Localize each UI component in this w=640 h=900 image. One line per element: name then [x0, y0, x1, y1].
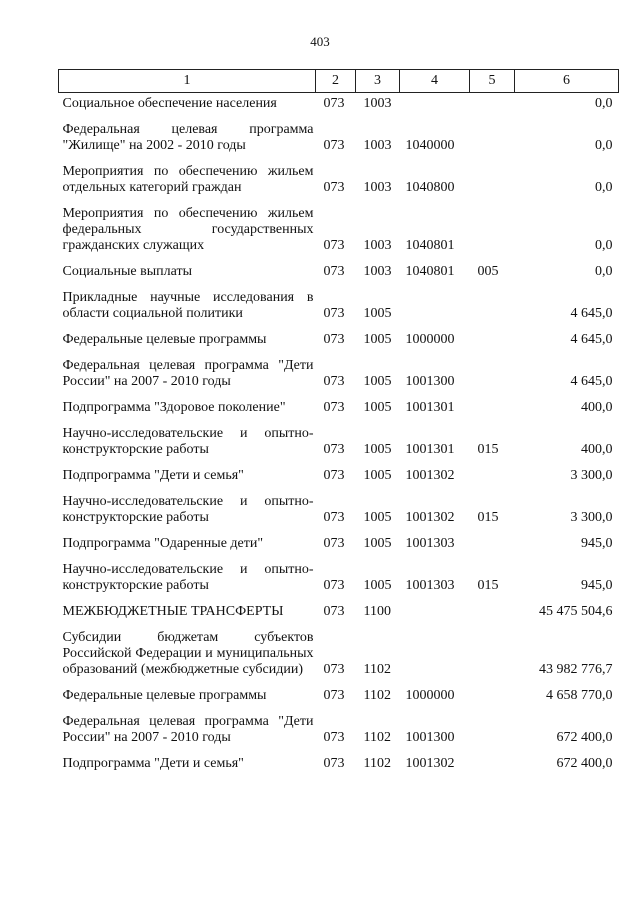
- expense-type-code: [470, 122, 515, 164]
- item-name: Социальные выплаты: [62, 264, 193, 279]
- header-row: [59, 70, 619, 93]
- item-name: Научно-исследовательские и опытно-конструкторские работы: [62, 494, 314, 525]
- target-article-code: 1000000: [405, 688, 455, 703]
- item-name: Федеральная целевая программа "Дети России" на 2007 - 2010 годы: [62, 358, 314, 389]
- column-header-5: 5: [470, 70, 515, 93]
- amount: 0,0: [595, 180, 613, 195]
- target-article-code: [400, 604, 470, 630]
- expense-type-code: [470, 164, 515, 206]
- table-row: [59, 562, 619, 604]
- table-row: [59, 358, 619, 400]
- target-article-code: 1001302: [405, 468, 455, 483]
- item-name: Федеральные целевые программы: [62, 688, 267, 703]
- table-row: [59, 206, 619, 264]
- target-article-code: 1001302: [405, 756, 455, 771]
- item-name: Субсидии бюджетам субъектов Российской Федерации и муниципальных образований (межбюджетные субсидии): [62, 630, 314, 677]
- ministry-code: 073: [323, 180, 345, 195]
- table-row: [59, 400, 619, 426]
- column-header-3: 3: [356, 70, 400, 93]
- section-code: 1003: [363, 264, 392, 279]
- section-code: 1005: [363, 442, 392, 457]
- section-code: 1003: [363, 138, 392, 153]
- section-code: 1102: [363, 756, 391, 771]
- target-article-code: [400, 290, 470, 332]
- amount: 4 645,0: [570, 374, 613, 389]
- amount: 0,0: [595, 264, 613, 279]
- table-row: [59, 714, 619, 756]
- table-row: [59, 332, 619, 358]
- expense-type-code: [470, 714, 515, 756]
- ministry-code: 073: [323, 688, 345, 703]
- amount: 945,0: [581, 578, 613, 593]
- item-name: Подпрограмма "Одаренные дети": [62, 536, 264, 551]
- amount: 4 645,0: [570, 332, 613, 347]
- table-row: [59, 468, 619, 494]
- table-row: [59, 290, 619, 332]
- expense-type-code: [470, 332, 515, 358]
- amount: 0,0: [595, 238, 613, 253]
- ministry-code: 073: [323, 442, 345, 457]
- expense-type-code: [470, 756, 515, 782]
- table-row: [59, 264, 619, 290]
- expense-type-code: [470, 358, 515, 400]
- table-row: [59, 756, 619, 782]
- amount: 400,0: [581, 400, 613, 415]
- ministry-code: 073: [323, 374, 345, 389]
- amount: 0,0: [595, 138, 613, 153]
- table-row: [59, 164, 619, 206]
- amount: 3 300,0: [570, 510, 613, 525]
- ministry-code: 073: [323, 238, 345, 253]
- expense-type-code: [470, 400, 515, 426]
- expense-type-code: 015: [477, 510, 499, 525]
- section-code: 1102: [363, 662, 391, 677]
- target-article-code: 1001300: [405, 730, 455, 745]
- target-article-code: 1040800: [405, 180, 455, 195]
- ministry-code: 073: [323, 306, 345, 321]
- ministry-code: 073: [323, 510, 345, 525]
- ministry-code: 073: [323, 662, 345, 677]
- table-row: [59, 688, 619, 714]
- ministry-code: 073: [323, 264, 345, 279]
- item-name: Мероприятия по обеспечению жильем федеральных государственных гражданских служащих: [62, 206, 314, 253]
- ministry-code: 073: [323, 138, 345, 153]
- target-article-code: 1001301: [405, 442, 455, 457]
- table-row: [59, 630, 619, 688]
- section-code: 1102: [363, 688, 391, 703]
- target-article-code: 1040801: [405, 264, 455, 279]
- expense-type-code: 015: [477, 578, 499, 593]
- expense-type-code: [470, 93, 515, 123]
- table-row: [59, 604, 619, 630]
- expense-type-code: [470, 688, 515, 714]
- section-code: 1102: [363, 730, 391, 745]
- target-article-code: 1000000: [405, 332, 455, 347]
- expense-type-code: [470, 630, 515, 688]
- section-code: 1003: [363, 238, 392, 253]
- amount: 4 645,0: [570, 306, 613, 321]
- table-body: [59, 93, 619, 783]
- expense-type-code: 005: [477, 264, 499, 279]
- ministry-code: 073: [323, 96, 345, 111]
- section-code: 1005: [363, 536, 392, 551]
- expense-type-code: 015: [477, 442, 499, 457]
- item-name: Социальное обеспечение населения: [62, 96, 277, 111]
- ministry-code: 073: [323, 536, 345, 551]
- amount: 43 982 776,7: [539, 662, 613, 677]
- expense-type-code: [470, 468, 515, 494]
- page-number: 403: [310, 34, 330, 49]
- amount: 945,0: [581, 536, 613, 551]
- section-code: 1005: [363, 306, 392, 321]
- amount: 4 658 770,0: [546, 688, 613, 703]
- ministry-code: 073: [323, 400, 345, 415]
- column-header-1: 1: [59, 70, 316, 93]
- target-article-code: 1001303: [405, 578, 455, 593]
- amount: 3 300,0: [570, 468, 613, 483]
- item-name: МЕЖБЮДЖЕТНЫЕ ТРАНСФЕРТЫ: [62, 604, 284, 619]
- ministry-code: 073: [323, 756, 345, 771]
- target-article-code: [400, 630, 470, 688]
- amount: 672 400,0: [556, 730, 613, 745]
- table-row: [59, 93, 619, 123]
- ministry-code: 073: [323, 604, 345, 619]
- target-article-code: 1001302: [405, 510, 455, 525]
- table-row: [59, 494, 619, 536]
- expense-type-code: [470, 604, 515, 630]
- target-article-code: 1001303: [405, 536, 455, 551]
- target-article-code: 1040000: [405, 138, 455, 153]
- expense-type-code: [470, 290, 515, 332]
- item-name: Научно-исследовательские и опытно-конструкторские работы: [62, 562, 314, 593]
- amount: 45 475 504,6: [539, 604, 613, 619]
- item-name: Научно-исследовательские и опытно-конструкторские работы: [62, 426, 314, 457]
- target-article-code: 1001300: [405, 374, 455, 389]
- section-code: 1005: [363, 578, 392, 593]
- item-name: Подпрограмма "Дети и семья": [62, 756, 244, 771]
- budget-table: [58, 69, 619, 782]
- table-row: [59, 426, 619, 468]
- ministry-code: 073: [323, 468, 345, 483]
- expense-type-code: [470, 206, 515, 264]
- ministry-code: 073: [323, 730, 345, 745]
- column-header-2: 2: [316, 70, 356, 93]
- item-name: Прикладные научные исследования в области социальной политики: [62, 290, 314, 321]
- section-code: 1003: [363, 96, 392, 111]
- section-code: 1005: [363, 332, 392, 347]
- item-name: Подпрограмма "Здоровое поколение": [62, 400, 286, 415]
- expense-type-code: [470, 536, 515, 562]
- item-name: Федеральная целевая программа "Жилище" на 2002 - 2010 годы: [62, 122, 314, 153]
- item-name: Федеральная целевая программа "Дети России" на 2007 - 2010 годы: [62, 714, 314, 745]
- target-article-code: 1001301: [405, 400, 455, 415]
- section-code: 1005: [363, 510, 392, 525]
- column-header-4: 4: [400, 70, 470, 93]
- amount: 672 400,0: [556, 756, 613, 771]
- table-row: [59, 122, 619, 164]
- ministry-code: 073: [323, 332, 345, 347]
- column-header-6: 6: [515, 70, 619, 93]
- section-code: 1003: [363, 180, 392, 195]
- section-code: 1005: [363, 468, 392, 483]
- item-name: Федеральные целевые программы: [62, 332, 267, 347]
- table-row: [59, 536, 619, 562]
- section-code: 1005: [363, 400, 392, 415]
- amount: 0,0: [595, 96, 613, 111]
- ministry-code: 073: [323, 578, 345, 593]
- item-name: Мероприятия по обеспечению жильем отдельных категорий граждан: [62, 164, 314, 195]
- item-name: Подпрограмма "Дети и семья": [62, 468, 244, 483]
- section-code: 1005: [363, 374, 392, 389]
- section-code: 1100: [363, 604, 391, 619]
- target-article-code: [400, 93, 470, 123]
- amount: 400,0: [581, 442, 613, 457]
- target-article-code: 1040801: [405, 238, 455, 253]
